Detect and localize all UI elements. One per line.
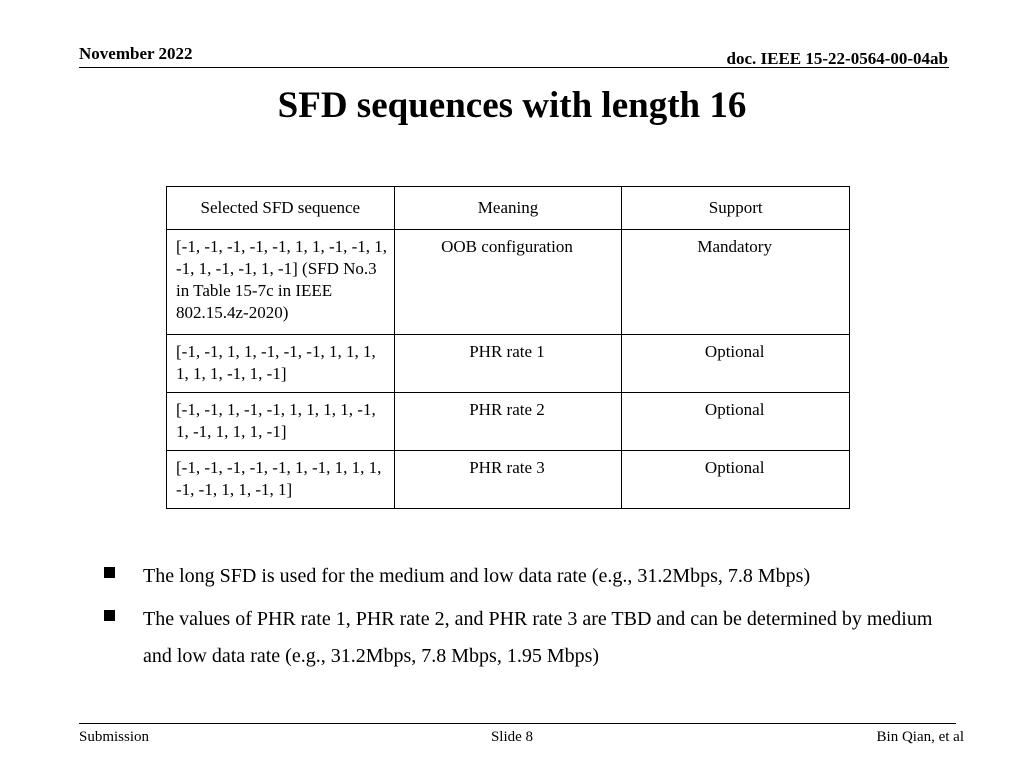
square-bullet-icon <box>104 610 115 621</box>
header-divider <box>79 67 949 68</box>
sequence-cell: [-1, -1, 1, 1, -1, -1, -1, 1, 1, 1, 1, 1, 1, -1, 1, -1] <box>167 335 395 393</box>
bullet-list <box>104 558 964 681</box>
meaning-cell: PHR rate 1 <box>394 335 622 393</box>
table-row <box>167 451 850 509</box>
bullet-item <box>104 601 964 675</box>
sequence-cell: [-1, -1, 1, -1, -1, 1, 1, 1, 1, -1, 1, -1, 1, 1, 1, -1] <box>167 393 395 451</box>
support-cell: Optional <box>622 451 850 509</box>
meaning-cell: OOB configuration <box>394 230 622 335</box>
meaning-cell: PHR rate 3 <box>394 451 622 509</box>
column-header-support: Support <box>622 187 850 230</box>
table-header-row <box>167 187 850 230</box>
header-date: November 2022 <box>79 44 193 63</box>
meaning-cell: PHR rate 2 <box>394 393 622 451</box>
table-row <box>167 230 850 335</box>
sequence-cell: [-1, -1, -1, -1, -1, 1, -1, 1, 1, 1, -1, -1, 1, 1, -1, 1] <box>167 451 395 509</box>
bullet-text: The long SFD is used for the medium and low data rate (e.g., 31.2Mbps, 7.8 Mbps) <box>143 565 811 587</box>
column-header-sequence: Selected SFD sequence <box>167 187 395 230</box>
footer-divider <box>79 723 956 724</box>
sfd-table <box>166 186 850 509</box>
bullet-item <box>104 558 964 595</box>
header-doc-id: doc. IEEE 15-22-0564-00-04ab <box>726 49 948 68</box>
square-bullet-icon <box>104 567 115 578</box>
support-cell: Optional <box>622 393 850 451</box>
footer-submission: Submission <box>79 729 150 745</box>
column-header-meaning: Meaning <box>394 187 622 230</box>
table-row <box>167 393 850 451</box>
table-row <box>167 335 850 393</box>
footer-author: Bin Qian, et al <box>876 729 964 745</box>
bullet-text: The values of PHR rate 1, PHR rate 2, and PHR rate 3 are TBD and can be determined by medium and low data rate (e.g., 31.2Mbps, 7.8 Mbps, 1.95 Mbps) <box>143 608 933 667</box>
sequence-cell: [-1, -1, -1, -1, -1, 1, 1, -1, -1, 1, -1, 1, -1, -1, 1, -1] (SFD No.3 in Table 15-7c in IEEE 802.15.4z-2020) <box>167 230 395 335</box>
support-cell: Mandatory <box>622 230 850 335</box>
slide-title: SFD sequences with length 16 <box>277 85 747 126</box>
support-cell: Optional <box>622 335 850 393</box>
footer-slide-number: Slide 8 <box>490 729 534 745</box>
